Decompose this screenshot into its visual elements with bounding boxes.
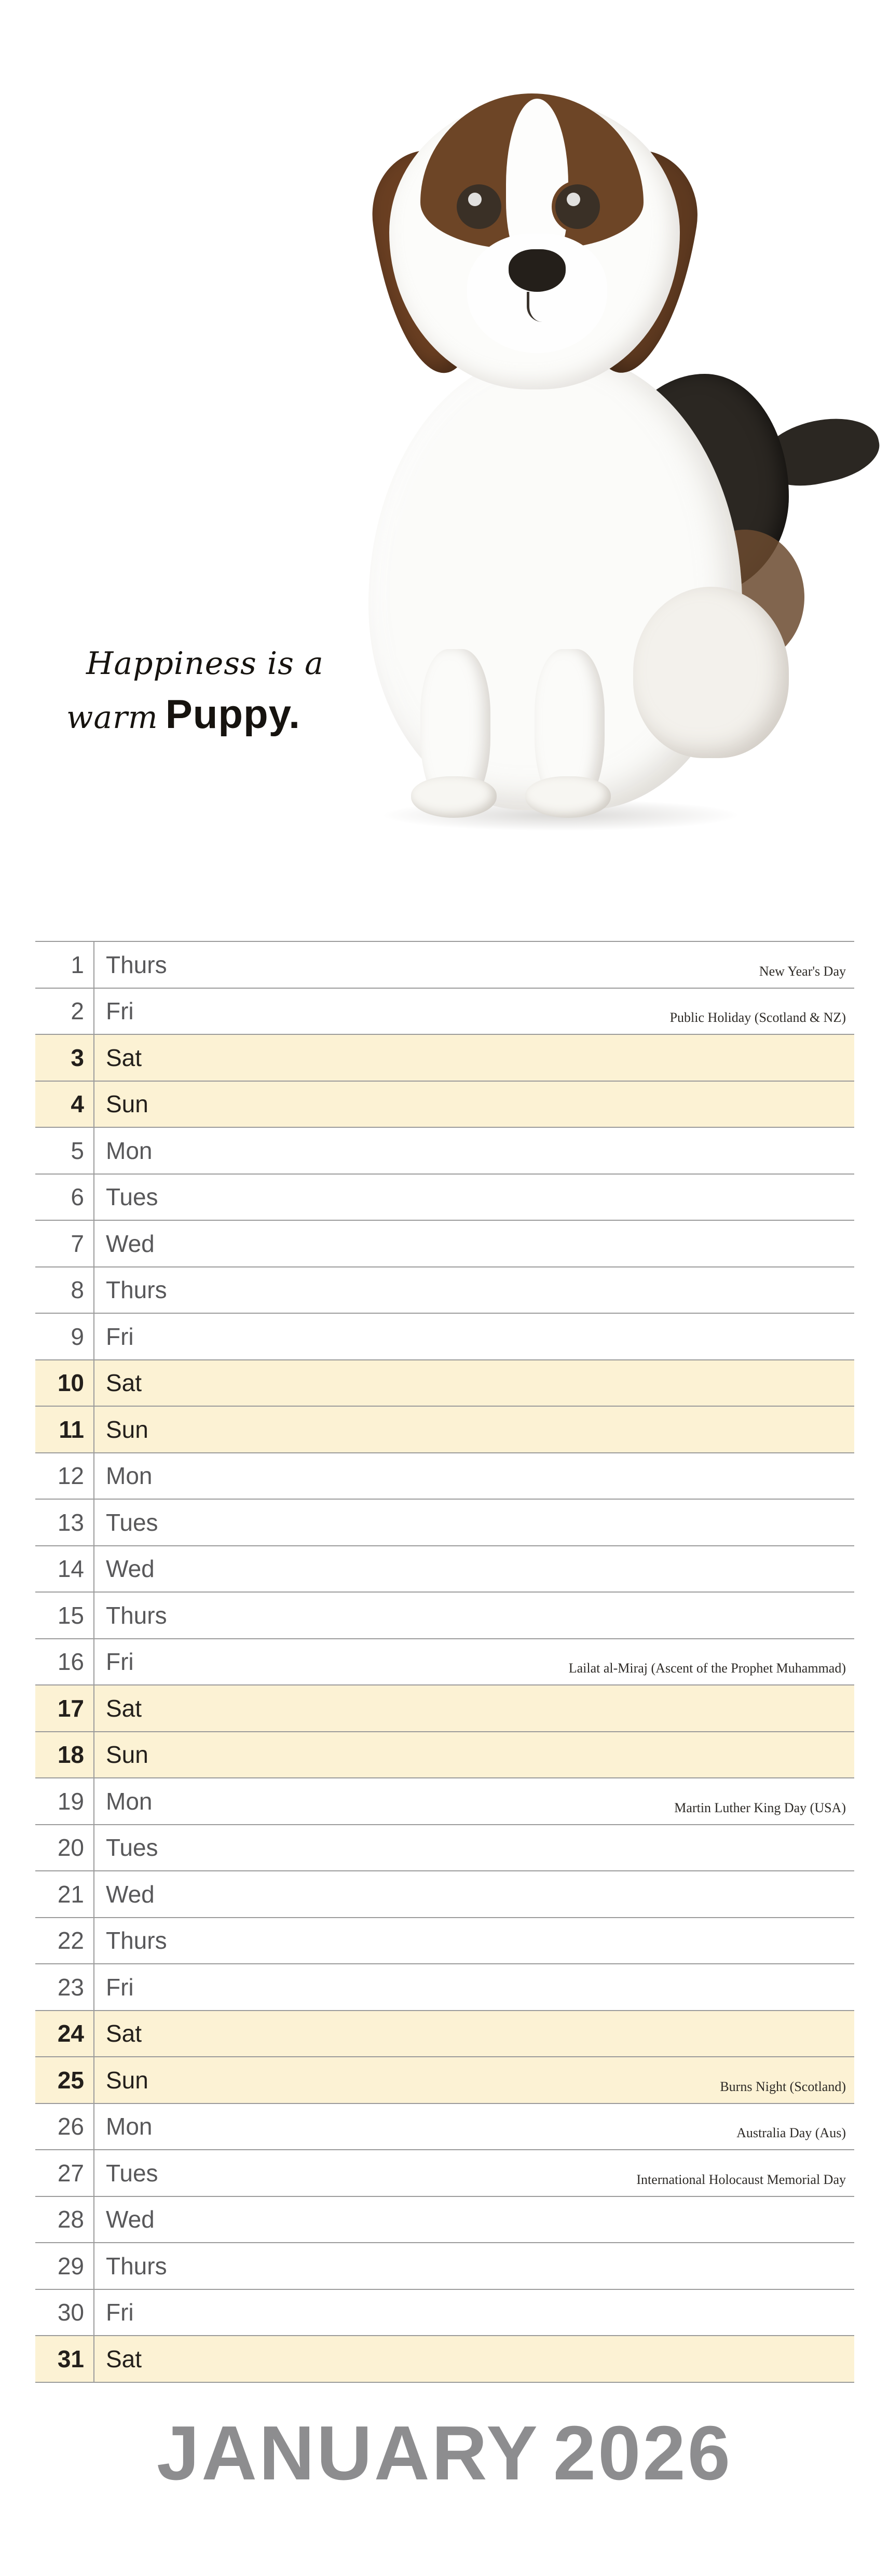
day-weekday-label: Thurs (106, 1276, 167, 1304)
day-number: 13 (57, 1508, 84, 1536)
day-body[interactable] (94, 2336, 854, 2382)
day-weekday-label: Sat (106, 2020, 142, 2047)
puppy-eye-right (555, 184, 600, 229)
day-row[interactable] (35, 1407, 854, 1453)
day-weekday-label: Sun (106, 1415, 148, 1443)
day-weekday-label: Sat (106, 2345, 142, 2372)
day-weekday-label: Thurs (106, 2252, 167, 2280)
day-row[interactable] (35, 1593, 854, 1639)
day-row[interactable] (35, 2104, 854, 2151)
day-body[interactable] (94, 1732, 854, 1778)
day-row[interactable] (35, 1778, 854, 1825)
day-row[interactable] (35, 1082, 854, 1128)
day-weekday-label: Fri (106, 1973, 134, 2001)
day-row[interactable] (35, 1128, 854, 1175)
day-row[interactable] (35, 1221, 854, 1267)
day-number: 22 (57, 1927, 84, 1954)
month-day-list (35, 941, 854, 2383)
day-body[interactable] (94, 1964, 854, 2010)
day-row[interactable] (35, 2150, 854, 2197)
day-row[interactable] (35, 1360, 854, 1407)
day-note: Lailat al-Miraj (Ascent of the Prophet Muhammad) (568, 1661, 846, 1676)
day-weekday-label: Tues (106, 1508, 158, 1536)
day-row[interactable] (35, 989, 854, 1035)
day-body[interactable] (94, 989, 854, 1034)
day-row[interactable] (35, 1314, 854, 1360)
day-number: 20 (57, 1834, 84, 1862)
day-number: 26 (57, 2113, 84, 2140)
day-number: 6 (71, 1183, 84, 1211)
day-weekday-label: Tues (106, 1834, 158, 1862)
day-weekday-label: Thurs (106, 1601, 167, 1629)
caption-warm-word: warm (66, 699, 158, 736)
day-number: 16 (57, 1648, 84, 1676)
day-weekday-label: Fri (106, 1648, 134, 1676)
day-body[interactable] (94, 2150, 854, 2196)
day-weekday-label: Tues (106, 2159, 158, 2187)
caption-block (66, 645, 388, 738)
day-body[interactable] (94, 2243, 854, 2289)
day-body[interactable] (94, 1453, 854, 1499)
day-body[interactable] (94, 1314, 854, 1359)
month-label: JANUARY (156, 2410, 540, 2496)
day-weekday-label: Sat (106, 1044, 142, 1071)
day-body[interactable] (94, 1639, 854, 1685)
puppy-photo (0, 0, 889, 906)
puppy-nose (509, 249, 566, 292)
day-row[interactable] (35, 1546, 854, 1593)
month-footer (0, 2409, 889, 2498)
puppy-paw-left (411, 776, 497, 818)
day-row[interactable] (35, 2243, 854, 2290)
day-row[interactable] (35, 2290, 854, 2337)
day-body[interactable] (94, 1128, 854, 1174)
day-number: 7 (71, 1230, 84, 1257)
day-weekday-label: Sat (106, 1694, 142, 1722)
puppy-haunch (633, 587, 789, 758)
puppy-illustration (291, 62, 889, 872)
day-number: 1 (71, 951, 84, 978)
day-number: 28 (57, 2206, 84, 2233)
day-weekday-label: Sun (106, 1090, 148, 1118)
day-weekday-label: Tues (106, 1183, 158, 1211)
day-note: Burns Night (Scotland) (720, 2079, 846, 2094)
day-body[interactable] (94, 1918, 854, 1964)
day-row[interactable] (35, 2197, 854, 2244)
day-row[interactable] (35, 1453, 854, 1500)
day-weekday-label: Fri (106, 1323, 134, 1350)
day-row[interactable] (35, 1918, 854, 1965)
day-weekday-label: Wed (106, 1230, 155, 1257)
day-number: 31 (57, 2345, 84, 2372)
day-number: 5 (71, 1137, 84, 1164)
day-body[interactable] (94, 2104, 854, 2150)
day-number: 18 (57, 1741, 84, 1769)
day-note: International Holocaust Memorial Day (636, 2172, 846, 2187)
day-number: 14 (57, 1555, 84, 1583)
caption-puppy-word: Puppy. (165, 691, 300, 737)
day-number: 11 (59, 1415, 84, 1443)
day-row[interactable] (35, 1035, 854, 1082)
day-number: 21 (57, 1880, 84, 1908)
day-weekday-label: Mon (106, 1462, 153, 1490)
day-body[interactable] (94, 1360, 854, 1406)
day-row[interactable] (35, 1825, 854, 1872)
day-body[interactable] (94, 1175, 854, 1220)
day-weekday-label: Mon (106, 1787, 153, 1815)
day-body[interactable] (94, 1871, 854, 1917)
day-row[interactable] (35, 1267, 854, 1314)
day-body[interactable] (94, 1221, 854, 1266)
day-body[interactable] (94, 2011, 854, 2057)
day-body[interactable] (94, 1778, 854, 1824)
day-weekday-label: Wed (106, 1880, 155, 1908)
day-number: 15 (57, 1601, 84, 1629)
day-row[interactable] (35, 1732, 854, 1779)
day-row[interactable] (35, 1685, 854, 1732)
day-weekday-label: Wed (106, 1555, 155, 1583)
day-number: 3 (71, 1044, 84, 1071)
year-label: 2026 (553, 2410, 733, 2496)
day-body[interactable] (94, 1267, 854, 1313)
day-row[interactable] (35, 2057, 854, 2104)
day-number: 24 (57, 2020, 84, 2047)
day-row[interactable] (35, 1639, 854, 1686)
day-number: 4 (71, 1090, 84, 1118)
day-number: 27 (57, 2159, 84, 2187)
day-row[interactable] (35, 2011, 854, 2058)
day-row[interactable] (35, 1500, 854, 1546)
caption-line-2 (66, 691, 388, 738)
day-number: 17 (57, 1694, 84, 1722)
day-number: 2 (71, 997, 84, 1025)
day-note: New Year's Day (759, 963, 846, 979)
day-number: 19 (57, 1787, 84, 1815)
day-body[interactable] (94, 1035, 854, 1081)
puppy-paw-right (525, 776, 611, 818)
day-number: 30 (57, 2299, 84, 2326)
day-weekday-label: Mon (106, 2113, 153, 2140)
day-row[interactable] (35, 1964, 854, 2011)
day-weekday-label: Thurs (106, 951, 167, 978)
day-body[interactable] (94, 1082, 854, 1127)
day-weekday-label: Thurs (106, 1927, 167, 1954)
day-weekday-label: Mon (106, 1137, 153, 1164)
puppy-eye-left (457, 184, 501, 229)
day-body[interactable] (94, 1593, 854, 1638)
day-body[interactable] (94, 2057, 854, 2103)
day-number: 29 (57, 2252, 84, 2280)
day-weekday-label: Wed (106, 2206, 155, 2233)
day-body[interactable] (94, 1407, 854, 1452)
day-number: 8 (71, 1276, 84, 1304)
day-body[interactable] (94, 1685, 854, 1731)
day-number: 25 (57, 2066, 84, 2094)
day-number: 12 (57, 1462, 84, 1490)
day-note: Public Holiday (Scotland & NZ) (669, 1010, 846, 1026)
day-body[interactable] (94, 2197, 854, 2243)
caption-line-1: Happiness is a (86, 645, 324, 682)
day-note: Martin Luther King Day (USA) (674, 1800, 846, 1815)
day-weekday-label: Sat (106, 1369, 142, 1397)
day-number: 23 (57, 1973, 84, 2001)
day-weekday-label: Sun (106, 2066, 148, 2094)
day-weekday-label: Fri (106, 997, 134, 1025)
day-body[interactable] (94, 1500, 854, 1545)
day-body[interactable] (94, 2290, 854, 2336)
day-number: 9 (71, 1323, 84, 1350)
day-note: Australia Day (Aus) (736, 2125, 846, 2141)
day-row[interactable] (35, 1871, 854, 1918)
day-weekday-label: Sun (106, 1741, 148, 1769)
day-number: 10 (57, 1369, 84, 1397)
day-body[interactable] (94, 1546, 854, 1592)
day-body[interactable] (94, 1825, 854, 1871)
day-row[interactable] (35, 942, 854, 989)
day-row[interactable] (35, 1175, 854, 1221)
day-row[interactable] (35, 2336, 854, 2383)
day-weekday-label: Fri (106, 2299, 134, 2326)
day-body[interactable] (94, 942, 854, 988)
